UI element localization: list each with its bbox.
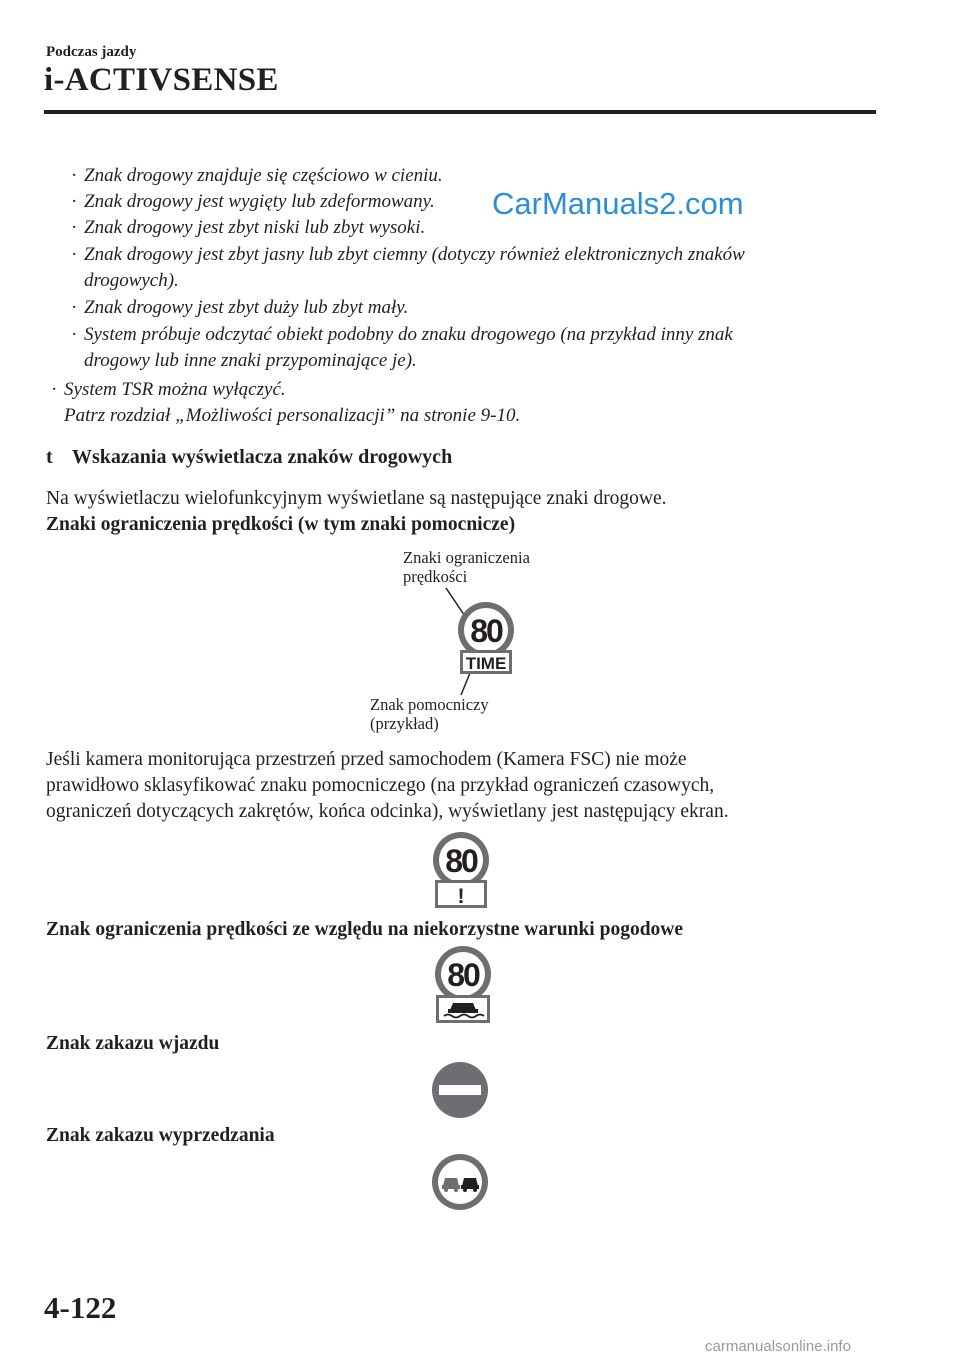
aux-sign-text: TIME xyxy=(465,654,507,673)
bullet-item-tsr: · System TSR można wyłączyć. xyxy=(51,379,286,400)
no-overtaking-icon xyxy=(431,1153,489,1211)
watermark-footer: carmanualsonline.info xyxy=(705,1338,851,1355)
callout-aux-sign: Znak pomocniczy (przykład) xyxy=(370,695,489,733)
bullet-item: · System próbuje odczytać obiekt podobny do znaku drogowego (na przykład inny znak xyxy=(71,324,733,345)
paragraph-line: Jeśli kamera monitorująca przestrzeń przed samochodem (Kamera FSC) nie może xyxy=(46,749,687,770)
bullet-item: · Znak drogowy jest zbyt niski lub zbyt wysoki. xyxy=(71,217,426,238)
page-heading: i-ACTIVSENSE xyxy=(44,62,279,98)
paragraph-line: prawidłowo sklasyfikować znaku pomocniczego (na przykład ograniczeń czasowych, xyxy=(46,775,715,796)
figure-speed-limit-time xyxy=(440,585,530,705)
no-overtaking-heading: Znak zakazu wyprzedzania xyxy=(46,1125,275,1146)
weather-heading: Znak ograniczenia prędkości ze względu na niekorzystne warunki pogodowe xyxy=(46,919,684,940)
page-number: 4-122 xyxy=(44,1290,117,1325)
speed-value: 80 xyxy=(445,843,477,879)
reference-text: Patrz rozdział „Możliwości personalizacji” na stronie 9-10. xyxy=(64,405,521,426)
figure-speed-limit-weather xyxy=(432,946,494,1026)
bullet-item: · Znak drogowy znajduje się częściowo w cieniu. xyxy=(71,165,443,186)
subsection-title: Wskazania wyświetlacza znaków drogowych xyxy=(72,446,453,468)
no-entry-heading: Znak zakazu wjazdu xyxy=(46,1033,220,1054)
section-label: Podczas jazdy xyxy=(46,44,137,60)
no-entry-icon xyxy=(431,1061,489,1119)
bullet-item: · Znak drogowy jest zbyt duży lub zbyt mały. xyxy=(71,297,409,318)
figure-speed-limit-unknown xyxy=(430,832,492,912)
speed-value: 80 xyxy=(470,613,502,649)
intro-text: Na wyświetlaczu wielofunkcyjnym wyświetlane są następujące znaki drogowe. xyxy=(46,488,667,509)
exclamation-icon: ! xyxy=(457,885,465,908)
speed-value: 80 xyxy=(447,957,479,993)
bullet-item: · Znak drogowy jest zbyt jasny lub zbyt ciemny (dotyczy również elektronicznych znaków xyxy=(71,244,745,265)
subsection-marker: t xyxy=(46,446,53,468)
callout-speed-limit: Znaki ograniczenia prędkości xyxy=(403,548,530,586)
bullet-item-continuation: drogowych). xyxy=(84,270,179,291)
speed-limit-heading: Znaki ograniczenia prędkości (w tym znaki pomocnicze) xyxy=(46,514,516,535)
bullet-item: · Znak drogowy jest wygięty lub zdeformowany. xyxy=(71,191,435,212)
paragraph-line: ograniczeń dotyczących zakrętów, końca odcinka), wyświetlany jest następujący ekran. xyxy=(46,801,729,822)
bullet-item-continuation: drogowy lub inne znaki przypominające je). xyxy=(84,350,417,371)
header-rule xyxy=(44,110,876,114)
watermark-logo: CarManuals2.com xyxy=(492,186,744,221)
